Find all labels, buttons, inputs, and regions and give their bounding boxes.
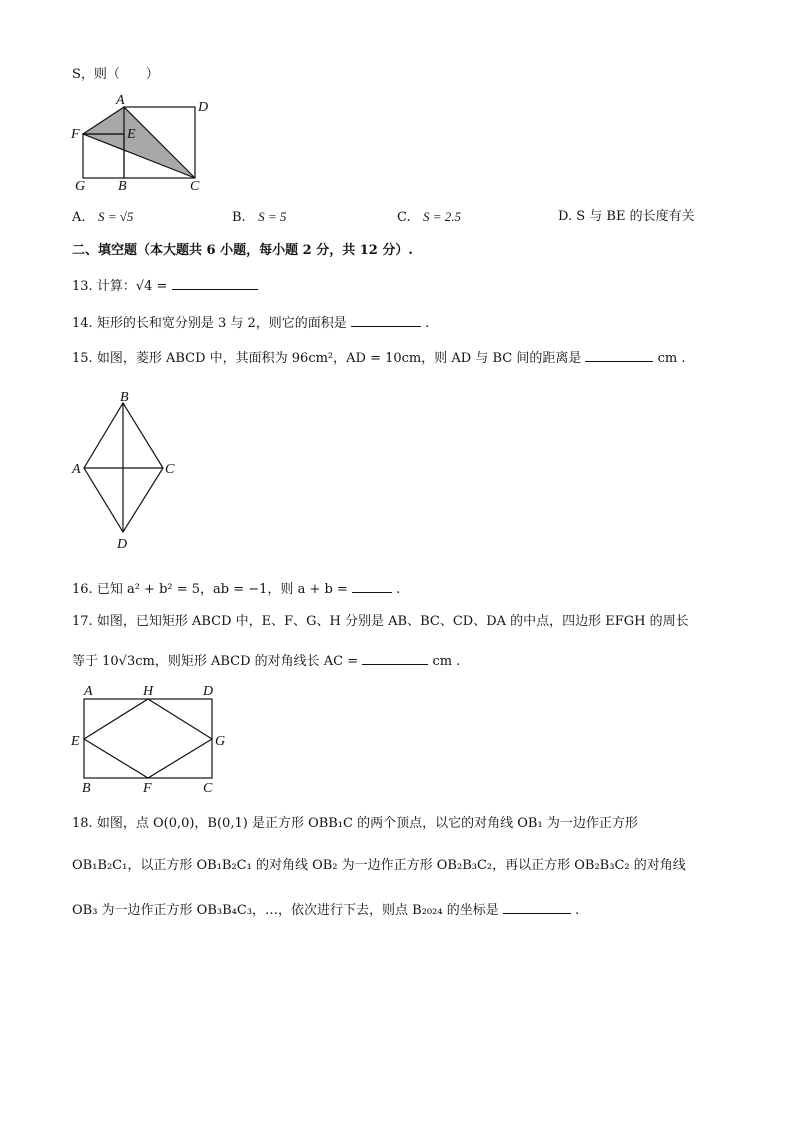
fig17-label-e: E <box>71 734 80 749</box>
answer-blank[interactable] <box>362 650 428 665</box>
q12-tail: S，则（ ） <box>72 67 159 82</box>
q12-figure <box>70 92 230 192</box>
fig12-label-g: G <box>75 179 86 194</box>
fig12-label-f: F <box>71 127 80 142</box>
fig17-label-c: C <box>203 781 213 796</box>
fig12-label-d: D <box>198 100 209 115</box>
q17-line1: 如图，已知矩形 ABCD 中，E、F、G、H 分别是 AB、BC、CD、DA 的中点，四边形 EFGH 的周长 <box>96 614 689 629</box>
answer-blank[interactable] <box>352 578 392 593</box>
q12-option-c <box>397 208 461 227</box>
q18-line2: OB₁B₂C₁，以正方形 OB₁B₂C₁ 的对角线 OB₂ 为一边作正方形 OB₂B₃C₂，再以正方形 OB₂B₃C₂ 的对角线 <box>72 858 686 873</box>
fig15-label-b: B <box>120 390 129 405</box>
fig12-label-a: A <box>116 93 125 108</box>
answer-blank[interactable] <box>585 347 653 362</box>
fig17-label-g: G <box>215 734 226 749</box>
q13-text: 计算：√4 = <box>96 279 168 294</box>
question-17-line1 <box>72 613 689 631</box>
question-15 <box>72 347 686 368</box>
fig17-label-a: A <box>84 684 93 699</box>
fig17-label-d: D <box>203 684 214 699</box>
q15-tail: cm . <box>657 351 686 366</box>
option-c-text: S = 2.5 <box>423 209 462 224</box>
q18-line3: OB₃ 为一边作正方形 OB₃B₄C₃，…，依次进行下去，则点 B₂₀₂₄ 的坐标是 <box>72 903 499 918</box>
option-d-prefix: D. <box>558 209 573 224</box>
answer-blank[interactable] <box>351 312 421 327</box>
q18-number: 18. <box>72 816 93 831</box>
question-14 <box>72 312 429 333</box>
question-18-line1 <box>72 815 638 833</box>
fig17-label-b: B <box>82 781 91 796</box>
fig12-label-c: C <box>190 179 200 194</box>
fig17-label-h: H <box>143 684 154 699</box>
q18-line1: 如图，点 O(0,0)，B(0,1) 是正方形 OBB₁C 的两个顶点，以它的对角线 OB₁ 为一边作正方形 <box>96 816 638 831</box>
fig12-label-e: E <box>127 127 136 142</box>
answer-blank[interactable] <box>172 275 258 290</box>
q14-number: 14. <box>72 316 93 331</box>
section-heading: 二、填空题（本大题共 6 小题，每小题 2 分，共 12 分）. <box>72 243 413 258</box>
q16-tail: . <box>396 582 401 597</box>
q17-number: 17. <box>72 614 93 629</box>
question-17-line2 <box>72 650 460 671</box>
q14-text: 矩形的长和宽分别是 3 与 2，则它的面积是 <box>96 316 347 331</box>
fig12-label-b: B <box>118 179 127 194</box>
q15-number: 15. <box>72 351 93 366</box>
fig15-label-d: D <box>117 537 128 552</box>
q15-text: 如图，菱形 ABCD 中，其面积为 96cm²，AD = 10cm，则 AD 与 BC 间的距离是 <box>96 351 582 366</box>
q12-option-a <box>72 208 133 227</box>
q17-figure <box>70 683 240 798</box>
q17-line2: 等于 10√3cm，则矩形 ABCD 的对角线长 AC = <box>72 654 359 669</box>
question-13 <box>72 275 258 296</box>
option-a-prefix: A. <box>72 210 86 225</box>
fig15-label-c: C <box>165 462 175 477</box>
fig17-label-f: F <box>143 781 152 796</box>
answer-blank[interactable] <box>503 899 571 914</box>
q18-tail: . <box>574 903 580 918</box>
question-18-line2 <box>72 857 686 875</box>
option-d-text: S 与 BE 的长度有关 <box>576 209 695 224</box>
q14-tail: . <box>425 316 430 331</box>
q13-number: 13. <box>72 279 93 294</box>
fig15-label-a: A <box>72 462 81 477</box>
q15-figure <box>70 386 190 556</box>
q16-number: 16. <box>72 582 93 597</box>
q12-option-b <box>232 208 286 227</box>
q12-option-d <box>558 208 695 226</box>
option-b-prefix: B. <box>232 210 246 225</box>
q16-text: 已知 a² + b² = 5，ab = −1，则 a + b = <box>96 582 348 597</box>
option-c-prefix: C. <box>397 210 411 225</box>
option-a-text: S = √5 <box>97 209 134 224</box>
question-16 <box>72 578 400 599</box>
q17-tail: cm . <box>432 654 461 669</box>
question-18-line3 <box>72 899 579 920</box>
option-b-text: S = 5 <box>258 209 287 224</box>
